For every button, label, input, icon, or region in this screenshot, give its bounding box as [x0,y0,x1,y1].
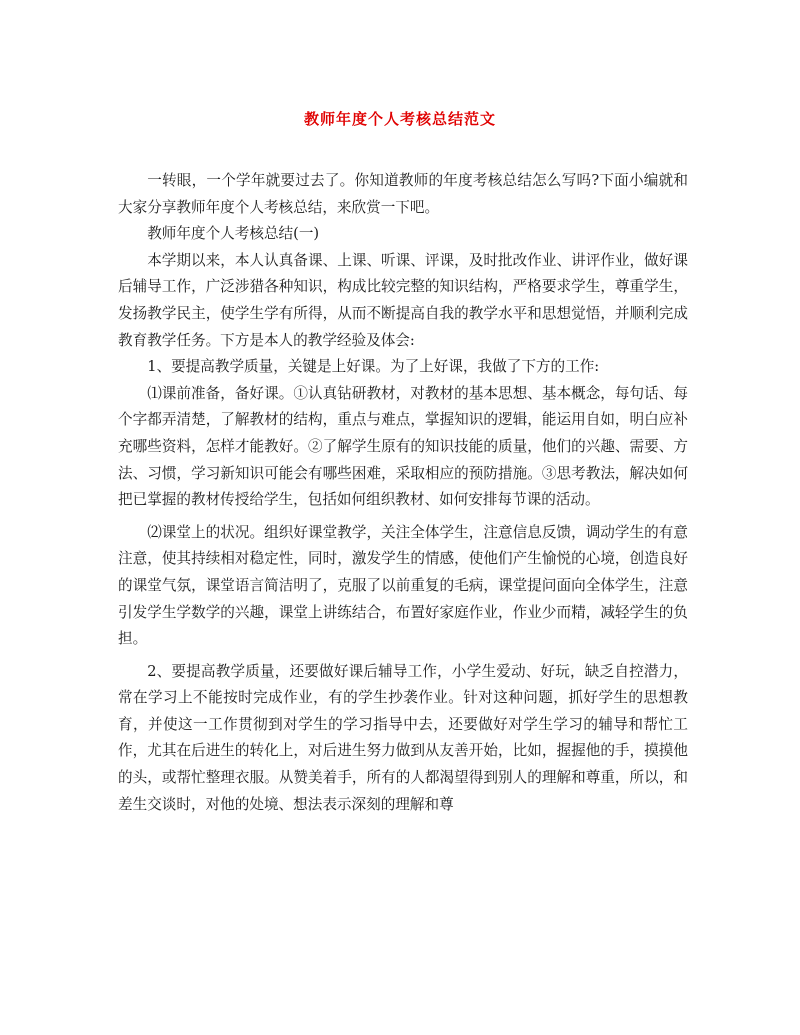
body-paragraph: 2、要提高教学质量，还要做好课后辅导工作，小学生爱动、好玩，缺乏自控潜力，常在学习上不能按时完成作业，有的学生抄袭作业。针对这种问题，抓好学生的思想教育，并使这一工作贯彻到对学生的学习指导中去，还要做好对学生学习的辅导和帮忙工作，尤其在后进生的转化上，对后进生努力做到从友善开始，比如，握握他的手，摸摸他的头，或帮忙整理衣服。从赞美着手，所有的人都渴望得到别人的理解和尊重，所以，和差生交谈时，对他的处境、想法表示深刻的理解和尊 [118,662,688,813]
body-paragraph: 1、要提高教学质量，关键是上好课。为了上好课，我做了下方的工作: [147,358,600,376]
body-paragraph: ⑴课前准备，备好课。①认真钻研教材，对教材的基本思想、基本概念，每句话、每个字都弄清楚，了解教材的结构，重点与难点，掌握知识的逻辑，能运用自如，明白应补充哪些资料，怎样才能教好。②了解学生原有的知识技能的质量，他们的兴趣、需要、方法、习惯，学习新知识可能会有哪些困难，采取相应的预防措施。③思考教法，解决如何把已掌握的教材传授给学生，包括如何组织教材、如何安排每节课的活动。 [118,384,688,509]
body-paragraph: 本学期以来，本人认真备课、上课、听课、评课，及时批改作业、讲评作业，做好课后辅导工作，广泛涉猎各种知识，构成比较完整的知识结构，严格要求学生，尊重学生，发扬教学民主，使学生学有所得，从而不断提高自我的教学水平和思想觉悟，并顺利完成教育教学任务。下方是本人的教学经验及体会: [118,251,688,349]
section-heading: 教师年度个人考核总结(一) [147,225,320,243]
intro-paragraph: 一转眼，一个学年就要过去了。你知道教师的年度考核总结怎么写吗?下面小编就和大家分享教师年度个人考核总结，来欣赏一下吧。 [118,172,688,216]
body-paragraph: ⑵课堂上的状况。组织好课堂教学，关注全体学生，注意信息反馈，调动学生的有意注意，使其持续相对稳定性，同时，激发学生的情感，使他们产生愉悦的心境，创造良好的课堂气氛，课堂语言简洁明了，克服了以前重复的毛病，课堂提问面向全体学生，注意引发学生学数学的兴趣，课堂上讲练结合，布置好家庭作业，作业少而精，减轻学生的负担。 [118,523,688,648]
document-title: 教师年度个人考核总结范文 [303,110,496,128]
document-body [118,168,688,818]
